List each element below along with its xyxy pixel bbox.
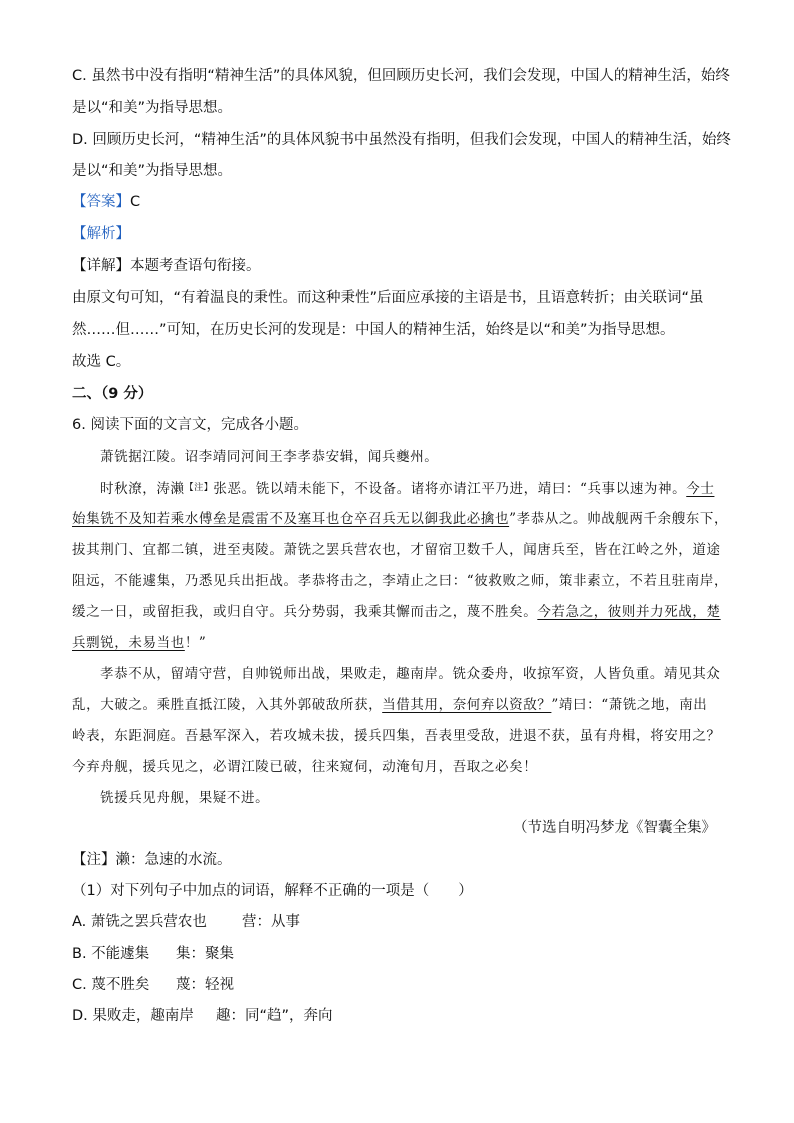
option-sentence: A. 萧铣之罢兵营农也 [72, 914, 207, 930]
note-mark: 【注】 [184, 483, 214, 493]
section-heading: 二、（9 分） [72, 386, 153, 402]
passage-p2-line5 [72, 602, 721, 622]
sub1-option-a [72, 912, 300, 932]
answer-line [72, 192, 140, 212]
passage-p3-line1: 孝恭不从，留靖守营，自帅锐师出战，果败走，趣南岸。铣众委舟，收掠军资，人皆负重。靖见其众 [100, 666, 721, 682]
answer-value: C [130, 194, 141, 210]
underlined-text: 今若急之，彼则并力死战，楚 [537, 604, 721, 620]
sub1-stem: （1）对下列句子中加点的词语，解释不正确的一项是（ ） [72, 883, 473, 899]
sub1-option-c [72, 975, 234, 995]
passage-p2-line3: 拔其荆门、宜都二镇，进至夷陵。萧铣之罢兵营农也，才留宿卫数千人，闻唐兵至，皆在江岭之外，道途 [72, 542, 721, 558]
sub1-option-b [72, 944, 234, 964]
passage-text: ”孝恭从之。帅战舰两千余艘东下， [509, 511, 729, 527]
passage-p4: 铣援兵见舟舰，果疑不进。 [100, 790, 270, 806]
passage-text: 时秋潦，涛濑 [100, 481, 185, 497]
passage-p2-line1 [100, 478, 714, 499]
passage-text: 缓之一日，或留拒我，或归自守。兵分势弱，我乘其懈而击之，蔑不胜矣。 [72, 604, 538, 620]
option-gloss: 蔑：轻视 [176, 977, 234, 993]
passage-p3-line2 [72, 695, 707, 715]
passage-p1: 萧铣据江陵。诏李靖同河间王李孝恭安辑，闻兵夔州。 [100, 449, 439, 465]
option-d-line2: 是以“和美”为指导思想。 [72, 163, 233, 179]
option-d-line1: D. 回顾历史长河，“精神生活”的具体风貌书中虽然没有指明，但我们会发现，中国人的精神生活，始终 [72, 132, 731, 148]
option-gloss: 趣：同“趋”，奔向 [216, 1008, 333, 1024]
analysis-p1-line1: 由原文句可知，“有着温良的秉性。而这种秉性”后面应承接的主语是书，且语意转折；由关联词“虽 [72, 290, 704, 306]
option-sentence: D. 果败走，趣南岸 [72, 1008, 194, 1024]
sub1-option-d [72, 1006, 333, 1026]
passage-text: 张恶。铣以靖未能下，不设备。诸将亦请江平乃进，靖曰：“兵事以速为神。 [213, 481, 687, 497]
option-gloss: 营：从事 [242, 914, 300, 930]
passage-p3-line4: 今弃舟舰，援兵见之，必谓江陵已破，往来窥伺，动淹旬月，吾取之必矣！ [72, 759, 538, 775]
analysis-p1-line2: 然……但……”可知，在历史长河的发现是：中国人的精神生活，始终是以“和美”为指导思想。 [72, 322, 675, 338]
passage-text: ”靖曰：“萧铣之地，南出 [551, 697, 708, 713]
detail-tag: 【详解】 [72, 258, 130, 274]
passage-p2-line4: 阻远，不能遽集，乃悉见兵出拒战。孝恭将击之，李靖止之曰：“彼救败之师，策非素立，不若且驻南岸， [72, 573, 729, 589]
question6-prompt: 6. 阅读下面的文言文，完成各小题。 [72, 417, 308, 433]
option-sentence: B. 不能遽集 [72, 946, 150, 962]
detail-line [72, 256, 261, 276]
option-gloss: 集：聚集 [176, 946, 234, 962]
option-c-line2: 是以“和美”为指导思想。 [72, 100, 233, 116]
underlined-text: 当借其用，奈何弃以资敌？ [382, 697, 552, 713]
passage-p3-line3: 岭表，东距洞庭。吾悬军深入，若攻城未拔，援兵四集，吾表里受敌，进退不获，虽有舟楫，将安用之？ [72, 728, 721, 744]
option-c-line1: C. 虽然书中没有指明“精神生活”的具体风貌，但回顾历史长河，我们会发现，中国人的精神生活，始终 [72, 68, 730, 84]
underlined-text: 今士 [686, 481, 715, 497]
option-sentence: C. 蔑不胜矣 [72, 977, 150, 993]
detail-text: 本题考查语句衔接。 [130, 258, 261, 274]
passage-source: （节选自明冯梦龙《智囊全集》 [513, 820, 716, 836]
passage-text: ！” [184, 635, 207, 651]
passage-note: 【注】濑：急速的水流。 [72, 852, 232, 868]
answer-tag: 【答案】 [72, 194, 130, 210]
passage-p2-line6 [72, 633, 206, 653]
underlined-text: 始集铣不及知若乘水傅垒是震雷不及塞耳也仓卒召兵无以御我此必擒也 [72, 511, 510, 527]
passage-text: 乱，大破之。乘胜直抵江陵，入其外郭破敌所获， [72, 697, 383, 713]
underlined-text: 兵剽锐，未易当也 [72, 635, 185, 651]
passage-p2-line2 [72, 509, 728, 529]
analysis-conclusion: 故选 C。 [72, 354, 131, 370]
analysis-tag: 【解析】 [72, 226, 130, 242]
